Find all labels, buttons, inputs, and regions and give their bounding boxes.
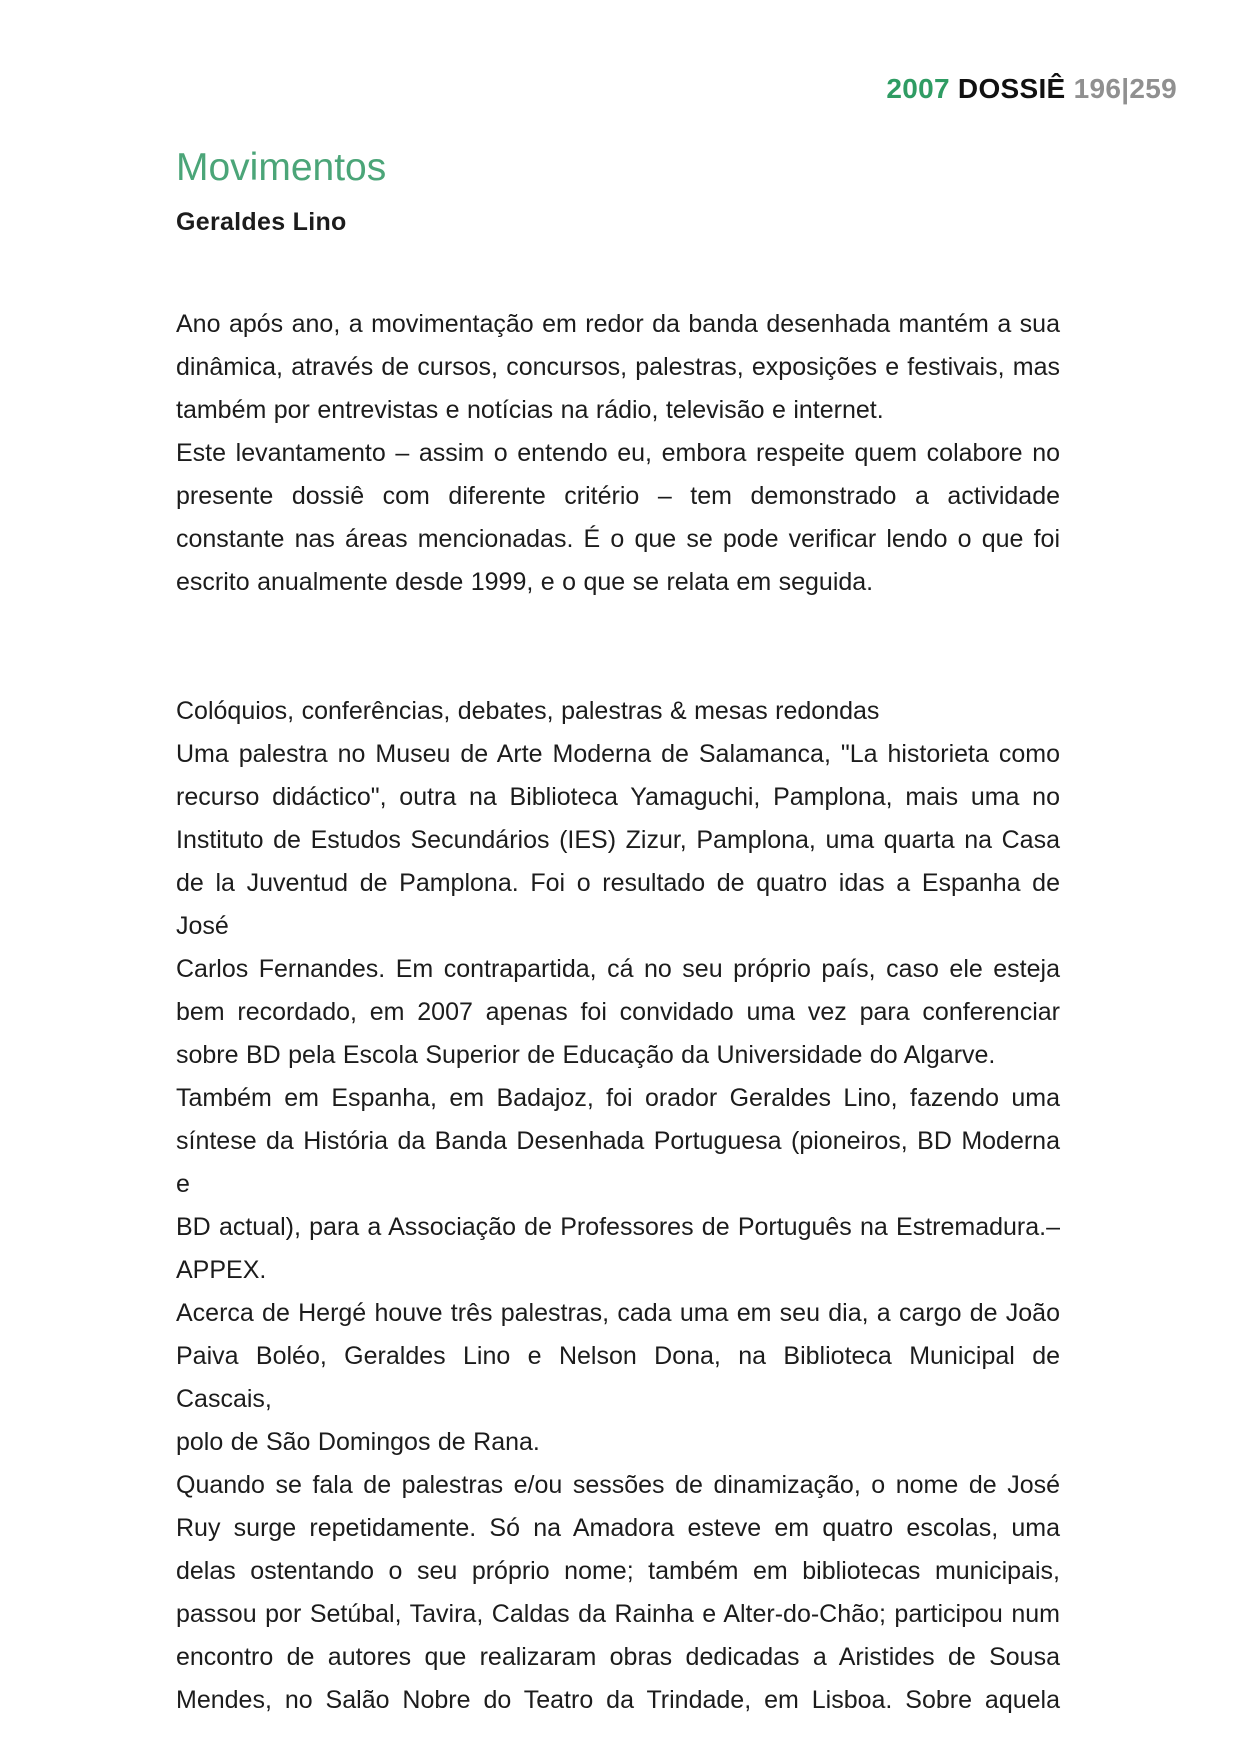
body-paragraph	[176, 432, 1060, 604]
body-paragraph	[176, 1077, 1060, 1292]
body-line: polo de São Domingos de Rana.	[176, 1428, 540, 1456]
body-line: presente dossiê com diferente critério – tem demonstrado a actividade	[176, 482, 1060, 510]
body-line: Paiva Boléo, Geraldes Lino e Nelson Dona, na Biblioteca Municipal de Cascais,	[176, 1342, 1060, 1413]
section-spacer	[176, 604, 1060, 690]
body-line: BD actual), para a Associação de Professores de Português na Estremadura.–	[176, 1213, 1060, 1241]
body-line: Carlos Fernandes. Em contrapartida, cá no seu próprio país, caso ele esteja	[176, 955, 1060, 983]
body-line: Ano após ano, a movimentação em redor da banda desenhada mantém a sua	[176, 310, 1060, 338]
page-header	[886, 75, 1177, 103]
body-line: Instituto de Estudos Secundários (IES) Zizur, Pamplona, uma quarta na Casa	[176, 826, 1060, 854]
body-line: APPEX.	[176, 1256, 267, 1284]
body-line: escrito anualmente desde 1999, e o que se relata em seguida.	[176, 568, 874, 596]
body-text	[176, 303, 1060, 1722]
body-line: de la Juventud de Pamplona. Foi o resultado de quatro idas a Espanha de José	[176, 869, 1060, 940]
author-name: Geraldes Lino	[176, 208, 347, 236]
body-line: Acerca de Hergé houve três palestras, cada uma em seu dia, a cargo de João	[176, 1299, 1060, 1327]
body-line: sobre BD pela Escola Superior de Educação da Universidade do Algarve.	[176, 1041, 996, 1069]
header-page-numbers: 196|259	[1073, 73, 1177, 104]
body-paragraph	[176, 733, 1060, 1077]
header-section-label: DOSSIÊ	[957, 73, 1066, 104]
body-line: Ruy surge repetidamente. Só na Amadora esteve em quatro escolas, uma	[176, 1514, 1060, 1542]
body-line: Uma palestra no Museu de Arte Moderna de Salamanca, "La historieta como	[176, 740, 1060, 768]
header-year: 2007	[886, 73, 950, 104]
body-line: delas ostentando o seu próprio nome; também em bibliotecas municipais,	[176, 1557, 1060, 1585]
body-line: passou por Setúbal, Tavira, Caldas da Rainha e Alter-do-Chão; participou num	[176, 1600, 1060, 1628]
body-line: síntese da História da Banda Desenhada Portuguesa (pioneiros, BD Moderna e	[176, 1127, 1060, 1198]
section-subheading	[176, 690, 1060, 733]
body-line: Também em Espanha, em Badajoz, foi orador Geraldes Lino, fazendo uma	[176, 1084, 1060, 1112]
body-line: constante nas áreas mencionadas. É o que se pode verificar lendo o que foi	[176, 525, 1060, 553]
body-line: Mendes, no Salão Nobre do Teatro da Trindade, em Lisboa. Sobre aquela	[176, 1686, 1060, 1714]
body-line: Quando se fala de palestras e/ou sessões de dinamização, o nome de José	[176, 1471, 1060, 1499]
body-line: dinâmica, através de cursos, concursos, palestras, exposições e festivais, mas	[176, 353, 1060, 381]
subheading-line: Colóquios, conferências, debates, palestras & mesas redondas	[176, 697, 880, 725]
body-line: também por entrevistas e notícias na rádio, televisão e internet.	[176, 396, 884, 424]
body-line: bem recordado, em 2007 apenas foi convidado uma vez para conferenciar	[176, 998, 1060, 1026]
body-paragraph	[176, 303, 1060, 432]
body-line: Este levantamento – assim o entendo eu, embora respeite quem colabore no	[176, 439, 1060, 467]
body-line: recurso didáctico", outra na Biblioteca Yamaguchi, Pamplona, mais uma no	[176, 783, 1060, 811]
body-paragraph	[176, 1464, 1060, 1722]
page-title: Movimentos	[176, 146, 387, 189]
body-line: encontro de autores que realizaram obras dedicadas a Aristides de Sousa	[176, 1643, 1060, 1671]
body-paragraph	[176, 1292, 1060, 1464]
